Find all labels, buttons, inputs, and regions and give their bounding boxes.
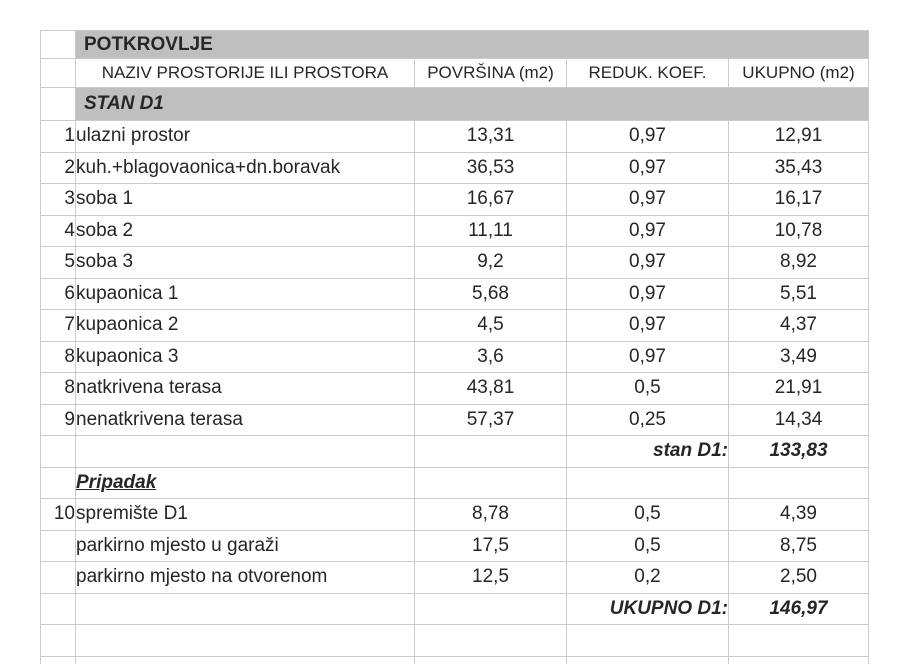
table-row <box>41 530 869 562</box>
table-row <box>41 656 869 664</box>
table-row <box>41 499 869 531</box>
row-number-cell: 7 <box>41 310 76 342</box>
total-cell: 8,92 <box>729 247 869 279</box>
area-cell: 57,37 <box>415 404 567 436</box>
coef-cell <box>567 656 729 664</box>
section-title-row <box>41 31 869 59</box>
total-cell: 21,91 <box>729 373 869 405</box>
area-cell: 5,68 <box>415 278 567 310</box>
room-name-cell: spremište D1 <box>76 499 415 531</box>
room-name-cell: kupaonica 3 <box>76 341 415 373</box>
column-header-total: UKUPNO (m2) <box>729 59 869 88</box>
row-number-cell <box>41 88 76 121</box>
total-label-cell: stan D1: <box>567 436 729 468</box>
room-name-cell: natkrivena terasa <box>76 373 415 405</box>
table-row <box>41 215 869 247</box>
total-label-cell: UKUPNO D1: <box>567 593 729 625</box>
total-cell: 3,49 <box>729 341 869 373</box>
room-name-cell: nenatkrivena terasa <box>76 404 415 436</box>
coef-cell: 0,5 <box>567 499 729 531</box>
table-row <box>41 467 869 499</box>
area-cell: 36,53 <box>415 152 567 184</box>
area-cell <box>415 593 567 625</box>
total-cell: 12,91 <box>729 121 869 153</box>
total-cell: 10,78 <box>729 215 869 247</box>
row-number-cell: 3 <box>41 184 76 216</box>
row-number-cell: 6 <box>41 278 76 310</box>
total-cell: 4,37 <box>729 310 869 342</box>
coef-cell: 0,5 <box>567 373 729 405</box>
coef-cell: 0,5 <box>567 530 729 562</box>
total-cell: 14,34 <box>729 404 869 436</box>
coef-cell: 0,97 <box>567 247 729 279</box>
row-number-cell <box>41 31 76 59</box>
row-number-cell <box>41 625 76 657</box>
table-row <box>41 310 869 342</box>
room-name-cell: kuh.+blagovaonica+dn.boravak <box>76 152 415 184</box>
table-row <box>41 404 869 436</box>
table-row <box>41 436 869 468</box>
area-cell: 12,5 <box>415 562 567 594</box>
section-title: POTKROVLJE <box>76 31 869 59</box>
column-header-area: POVRŠINA (m2) <box>415 59 567 88</box>
table-row <box>41 152 869 184</box>
coef-cell: 0,97 <box>567 184 729 216</box>
area-cell: 43,81 <box>415 373 567 405</box>
row-number-cell <box>41 530 76 562</box>
table-row <box>41 341 869 373</box>
area-cell <box>415 656 567 664</box>
total-cell <box>729 656 869 664</box>
table-row <box>41 373 869 405</box>
area-cell: 9,2 <box>415 247 567 279</box>
area-cell: 16,67 <box>415 184 567 216</box>
area-cell: 11,11 <box>415 215 567 247</box>
row-number-cell <box>41 436 76 468</box>
coef-cell: 0,97 <box>567 152 729 184</box>
table-row <box>41 184 869 216</box>
room-name-cell <box>76 436 415 468</box>
group-title-row <box>41 88 869 121</box>
room-name-cell: parkirno mjesto u garaži <box>76 530 415 562</box>
row-number-cell <box>41 59 76 88</box>
coef-cell: 0,25 <box>567 404 729 436</box>
subsection-title: Pripadak <box>76 467 415 499</box>
coef-cell: 0,2 <box>567 562 729 594</box>
room-name-cell: soba 2 <box>76 215 415 247</box>
total-cell: 8,75 <box>729 530 869 562</box>
coef-cell <box>567 625 729 657</box>
area-cell <box>415 436 567 468</box>
table-row <box>41 625 869 657</box>
group-title: STAN D1 <box>76 88 869 121</box>
table-row <box>41 121 869 153</box>
column-header-coef: REDUK. KOEF. <box>567 59 729 88</box>
row-number-cell: 5 <box>41 247 76 279</box>
area-cell: 3,6 <box>415 341 567 373</box>
total-cell: 35,43 <box>729 152 869 184</box>
coef-cell: 0,97 <box>567 341 729 373</box>
coef-cell <box>567 467 729 499</box>
area-cell: 4,5 <box>415 310 567 342</box>
room-name-cell: kupaonica 2 <box>76 310 415 342</box>
room-name-cell: parkirno mjesto na otvorenom <box>76 562 415 594</box>
row-number-cell: 8 <box>41 341 76 373</box>
table-row <box>41 593 869 625</box>
room-name-cell: soba 3 <box>76 247 415 279</box>
area-cell: 8,78 <box>415 499 567 531</box>
row-number-cell <box>41 593 76 625</box>
column-header-row <box>41 59 869 88</box>
row-number-cell: 10 <box>41 499 76 531</box>
area-cell <box>415 467 567 499</box>
room-name-cell: kupaonica 1 <box>76 278 415 310</box>
total-cell: 16,17 <box>729 184 869 216</box>
room-name-cell: soba 1 <box>76 184 415 216</box>
coef-cell: 0,97 <box>567 278 729 310</box>
room-name-cell: ulazni prostor <box>76 121 415 153</box>
total-value-cell: 146,97 <box>729 593 869 625</box>
row-number-cell <box>41 656 76 664</box>
area-cell: 17,5 <box>415 530 567 562</box>
area-cell <box>415 625 567 657</box>
coef-cell: 0,97 <box>567 310 729 342</box>
table-row <box>41 278 869 310</box>
row-number-cell: 8 <box>41 373 76 405</box>
room-name-cell <box>76 593 415 625</box>
row-number-cell: 1 <box>41 121 76 153</box>
total-cell: 5,51 <box>729 278 869 310</box>
row-number-cell: 9 <box>41 404 76 436</box>
area-cell: 13,31 <box>415 121 567 153</box>
room-name-cell <box>76 625 415 657</box>
room-name-cell <box>76 656 415 664</box>
table-row <box>41 247 869 279</box>
table-row <box>41 562 869 594</box>
total-cell: 2,50 <box>729 562 869 594</box>
column-header-name: NAZIV PROSTORIJE ILI PROSTORA <box>76 59 415 88</box>
total-cell: 4,39 <box>729 499 869 531</box>
total-value-cell: 133,83 <box>729 436 869 468</box>
row-number-cell: 2 <box>41 152 76 184</box>
total-cell <box>729 467 869 499</box>
coef-cell: 0,97 <box>567 121 729 153</box>
area-table <box>40 30 869 664</box>
row-number-cell <box>41 562 76 594</box>
row-number-cell: 4 <box>41 215 76 247</box>
row-number-cell <box>41 467 76 499</box>
total-cell <box>729 625 869 657</box>
coef-cell: 0,97 <box>567 215 729 247</box>
